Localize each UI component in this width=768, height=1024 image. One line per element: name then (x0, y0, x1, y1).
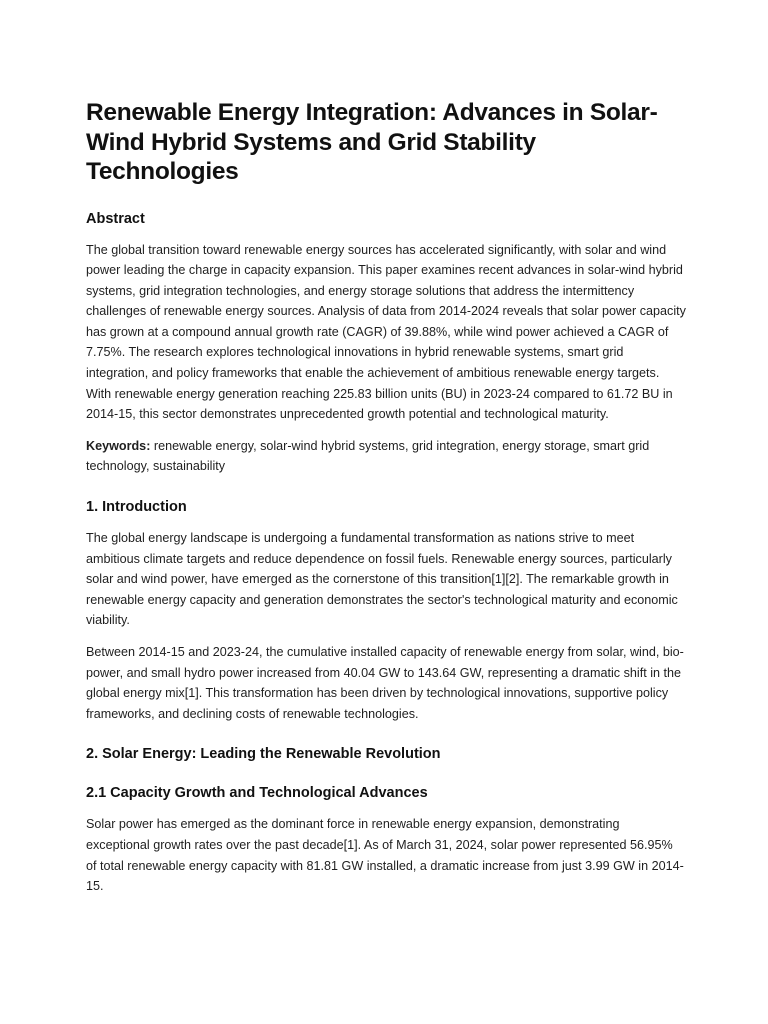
introduction-paragraph-2: Between 2014-15 and 2023-24, the cumulative installed capacity of renewable energy from solar, wind, bio-power, and small hydro power increased from 40.04 GW to 143.64 GW, representing a dramatic shift in the global energy mix[1]. This transformation has been driven by technological innovations, supportive policy frameworks, and declining costs of renewable technologies. (86, 645, 684, 721)
paper-page (86, 98, 686, 897)
keywords-paragraph (86, 436, 686, 477)
abstract-paragraph: The global transition toward renewable energy sources has accelerated significantly, with solar and wind power leading the charge in capacity expansion. This paper examines recent advances in solar-wind hybrid systems, grid integration technologies, and energy storage solutions that address the intermittency challenges of renewable energy sources. Analysis of data from 2014-2024 reveals that solar power capacity has grown at a compound annual growth rate (CAGR) of 39.88%, while wind power achieved a CAGR of 7.75%. The research explores technological innovations in hybrid renewable systems, smart grid integration, and policy frameworks that enable the achievement of ambitious renewable energy targets. With renewable energy generation reaching 225.83 billion units (BU) in 2023-24 compared to 61.72 BU in 2014-15, this sector demonstrates unprecedented growth potential and technological maturity. (86, 242, 686, 422)
section-2-heading: 2. Solar Energy: Leading the Renewable Revolution (86, 746, 441, 763)
abstract-heading: Abstract (86, 210, 145, 227)
introduction-paragraph-1: The global energy landscape is undergoing a fundamental transformation as nations strive to meet ambitious climate targets and reduce dependence on fossil fuels. Renewable energy sources, particularly solar and wind power, have emerged as the cornerstone of this transition[1][2]. The remarkable growth in renewable energy capacity and generation demonstrates the sector's technological maturity and economic viability. (86, 531, 678, 628)
section-2-1-heading: 2.1 Capacity Growth and Technological Advances (86, 785, 428, 802)
section-2-1-paragraph: Solar power has emerged as the dominant force in renewable energy expansion, demonstrating exceptional growth rates over the past decade[1]. As of March 31, 2024, solar power represented 56.95% of total renewable energy capacity with 81.81 GW installed, a dramatic increase from just 3.99 GW in 2014-15. (86, 817, 684, 894)
introduction-heading: 1. Introduction (86, 499, 187, 516)
keywords-text: renewable energy, solar-wind hybrid systems, grid integration, energy storage, smart grid technology, sustainability (86, 438, 650, 474)
paper-title: Renewable Energy Integration: Advances in Solar-Wind Hybrid Systems and Grid Stability Technologies (86, 99, 658, 185)
keywords-label: Keywords: (86, 438, 151, 453)
